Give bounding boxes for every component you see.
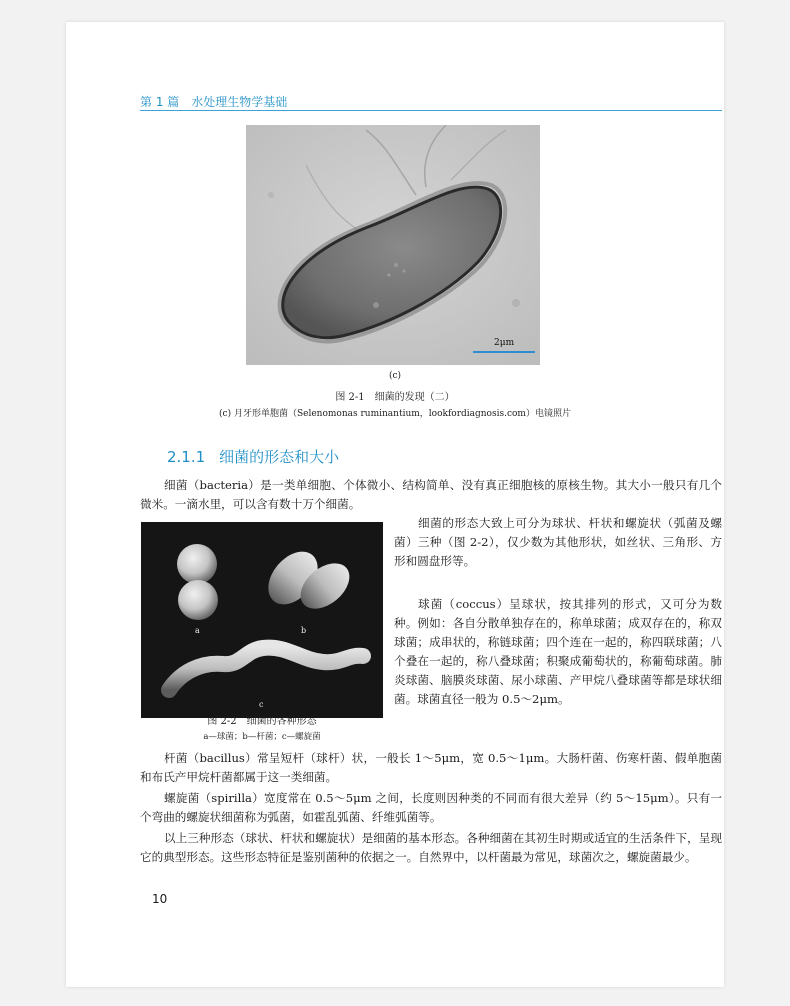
figure-2-2-title: 图 2-2 细菌的各种形态	[207, 716, 317, 727]
paragraph-bacteria-intro: 细菌（bacteria）是一类单细胞、个体微小、结构简单、没有真正细胞核的原核生物。其大小一般只有几个微米。一滴水里，可以含有数十万个细菌。	[140, 478, 722, 511]
figure-sub-label: (c)	[388, 371, 402, 381]
figure-2-1-title: 图 2-1 细菌的发现（二）	[335, 392, 455, 403]
paragraph-shapes: 细菌的形态大致上可分为球状、杆状和螺旋状（弧菌及螺菌）三种（图 2-2），仅少数为其他形状，如丝状、三角形、方形和圆盘形等。	[394, 516, 722, 568]
micrograph-selenomonas	[246, 125, 540, 365]
page-number: 10	[152, 892, 168, 906]
scale-bar-label: 2μm	[494, 338, 515, 348]
book-page	[66, 22, 724, 987]
section-title-text: 细菌的形态和大小	[219, 448, 340, 466]
header-rule	[140, 110, 722, 111]
label-b: b	[301, 626, 307, 635]
chapter-header: 第 1 篇 水处理生物学基础	[140, 95, 288, 109]
section-number: 2.1.1	[167, 448, 206, 466]
figure-2-2-description: a—球菌；b—杆菌；c—螺旋菌	[203, 732, 321, 742]
section-heading	[167, 446, 339, 467]
label-a: a	[195, 626, 200, 635]
figure-2-1-description: (c) 月牙形单胞菌（Selenomonas ruminantium，lookfordiagnosis.com）电镜照片	[219, 409, 571, 419]
paragraph-spirilla: 螺旋菌（spirilla）宽度常在 0.5～5μm 之间，长度则因种类的不同而有很大差异（约 5～15μm）。只有一个弯曲的螺旋状细菌称为弧菌，如霍乱弧菌、纤维弧菌等。	[140, 791, 722, 824]
micrograph-bacteria-shapes	[141, 522, 383, 718]
label-c: c	[259, 700, 264, 709]
paragraph-bacillus: 杆菌（bacillus）常呈短杆（球杆）状，一般长 1～5μm，宽 0.5～1μm。大肠杆菌、伤寒杆菌、假单胞菌和布氏产甲烷杆菌都属于这一类细菌。	[140, 751, 722, 784]
paragraph-coccus: 球菌（coccus）呈球状，按其排列的形式，又可分为数种。例如：各自分散单独存在的，称单球菌；成双存在的，称双球菌；成串状的，称链球菌；四个连在一起的，称四联球菌；八个叠在一起的，称八叠球菌；积聚成葡萄状的，称葡萄球菌。肺炎球菌、脑膜炎球菌、尿小球菌、产甲烷八叠球菌等都是球状细菌。球菌直径一般为 0.5～2μm。	[394, 597, 722, 706]
paragraph-summary: 以上三种形态（球状、杆状和螺旋状）是细菌的基本形态。各种细菌在其初生时期或适宜的生活条件下，呈现它的典型形态。这些形态特征是鉴别菌种的依据之一。自然界中，以杆菌最为常见，球菌次之，螺旋菌最少。	[140, 831, 722, 864]
